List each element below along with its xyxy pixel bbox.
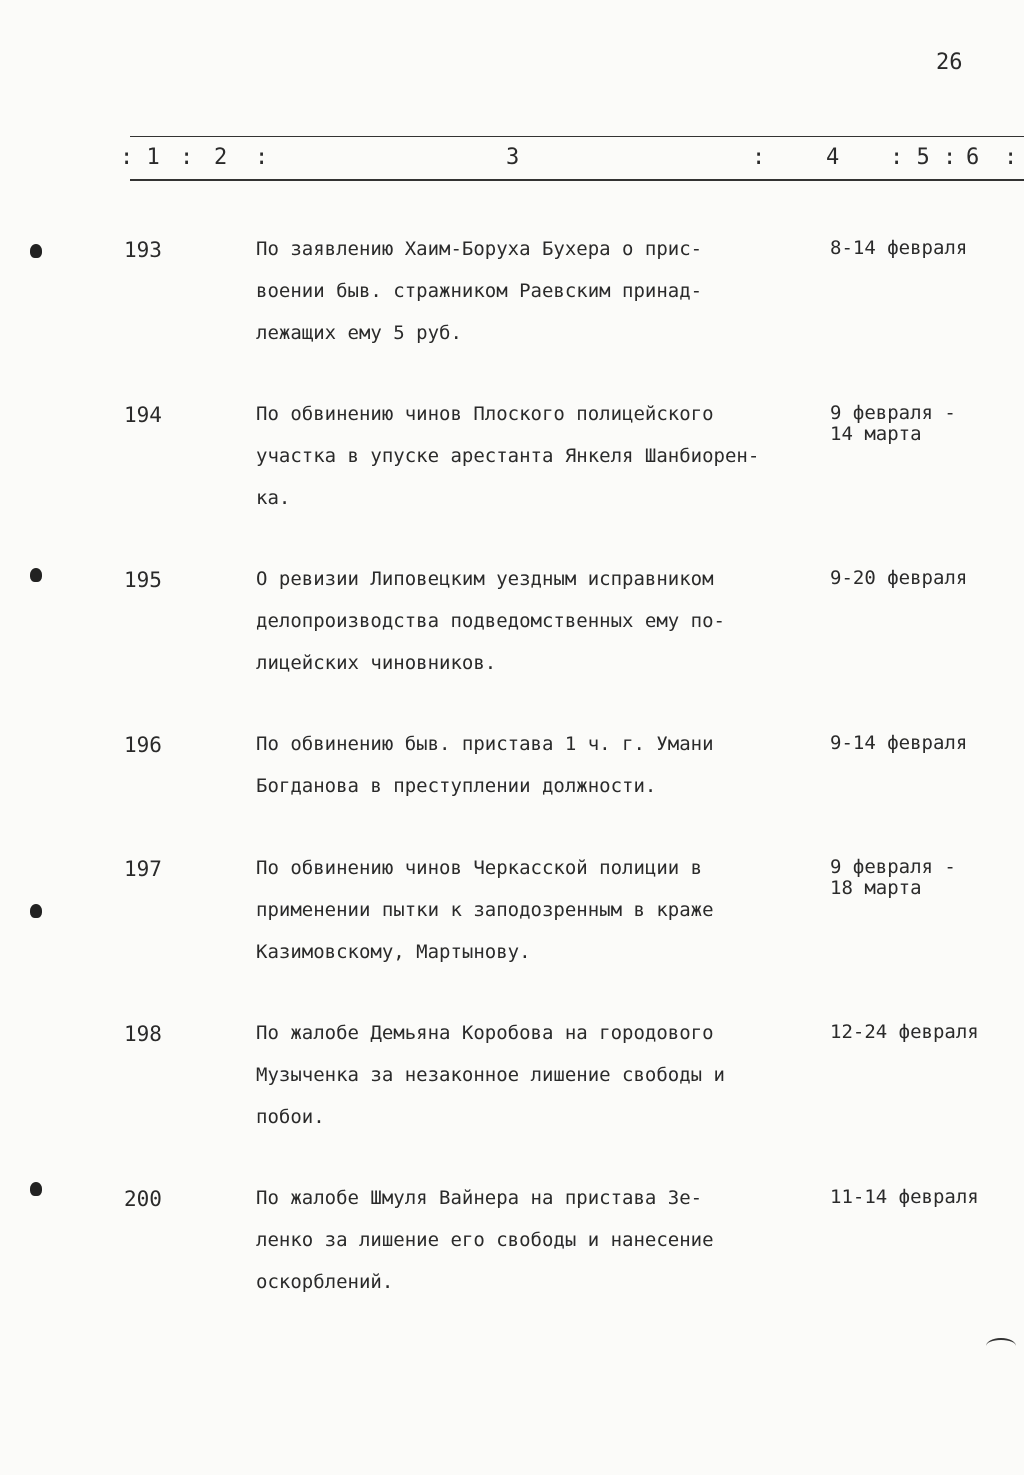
entry-dates (830, 1022, 979, 1043)
date-line: 8-14 февраля (830, 237, 968, 259)
description-line: По обвинению чинов Черкасской полиции в (256, 857, 703, 879)
margin-mark-icon (30, 244, 42, 258)
description-line: Казимовскому, Мартынову. (256, 941, 531, 963)
entry-number: 197 (124, 857, 162, 881)
date-line: 11-14 февраля (830, 1186, 979, 1208)
table-header-rule (130, 179, 1024, 181)
header-col-3: 3 (506, 145, 520, 170)
description-line: По обвинению чинов Плоского полицейского (256, 403, 714, 425)
margin-mark-icon (30, 568, 42, 582)
date-line: 9 февраля - (830, 402, 956, 424)
entry-description (256, 723, 816, 807)
entry-description (256, 1177, 816, 1303)
entry-dates (830, 1187, 979, 1208)
description-line: применении пытки к заподозренным в краже (256, 899, 714, 921)
margin-mark-icon (30, 904, 42, 918)
date-line: 9-14 февраля (830, 732, 968, 754)
entry-dates (830, 733, 967, 754)
description-line: лежащих ему 5 руб. (256, 322, 462, 344)
entry-number: 193 (124, 238, 162, 262)
header-sep: : (752, 145, 766, 170)
date-line: 18 марта (830, 877, 922, 899)
entry-dates (830, 403, 956, 445)
entry-description (256, 228, 816, 354)
description-line: По жалобе Демьяна Коробова на городового (256, 1022, 714, 1044)
description-line: Музыченка за незаконное лишение свободы и (256, 1064, 725, 1086)
date-line: 9 февраля - (830, 856, 956, 878)
page-number: 26 (936, 50, 963, 75)
description-line: побои. (256, 1106, 325, 1128)
entry-description (256, 1012, 816, 1138)
description-line: делопроизводства подведомственных ему по- (256, 610, 725, 632)
description-line: лицейских чиновников. (256, 652, 497, 674)
header-col-4: 4 (826, 145, 840, 170)
entry-number: 196 (124, 733, 162, 757)
header-col-2: 2 (214, 145, 228, 170)
table-header-row (0, 145, 1024, 173)
entry-description (256, 847, 816, 973)
description-line: ленко за лишение его свободы и нанесение (256, 1229, 714, 1251)
description-line: воении быв. стражником Раевским принад- (256, 280, 703, 302)
header-col-6: 6 (966, 145, 980, 170)
description-line: ка. (256, 487, 291, 509)
description-line: участка в упуске арестанта Янкеля Шанбиорен- (256, 445, 760, 467)
date-line: 12-24 февраля (830, 1021, 979, 1043)
table-top-rule (130, 136, 1024, 137)
entry-dates (830, 238, 967, 259)
description-line: оскорблений. (256, 1271, 394, 1293)
entry-number: 200 (124, 1187, 162, 1211)
entry-description (256, 558, 816, 684)
header-col-1: : 1 (120, 145, 160, 170)
date-line: 14 марта (830, 423, 922, 445)
entry-number: 194 (124, 403, 162, 427)
header-sep: : (255, 145, 269, 170)
description-line: По обвинению быв. пристава 1 ч. г. Умани (256, 733, 714, 755)
entry-description (256, 393, 816, 519)
description-line: По заявлению Хаим-Боруха Бухера о прис- (256, 238, 703, 260)
pen-scribble-icon (986, 1338, 1016, 1354)
header-sep: : (180, 145, 194, 170)
entry-number: 198 (124, 1022, 162, 1046)
description-line: Богданова в преступлении должности. (256, 775, 657, 797)
date-line: 9-20 февраля (830, 567, 968, 589)
description-line: По жалобе Шмуля Вайнера на пристава Зе- (256, 1187, 703, 1209)
entry-dates (830, 857, 956, 899)
description-line: О ревизии Липовецким уездным исправником (256, 568, 714, 590)
entry-dates (830, 568, 967, 589)
header-sep: : (1004, 145, 1018, 170)
margin-mark-icon (30, 1182, 42, 1196)
header-col-5: : 5 : (890, 145, 957, 170)
entry-number: 195 (124, 568, 162, 592)
